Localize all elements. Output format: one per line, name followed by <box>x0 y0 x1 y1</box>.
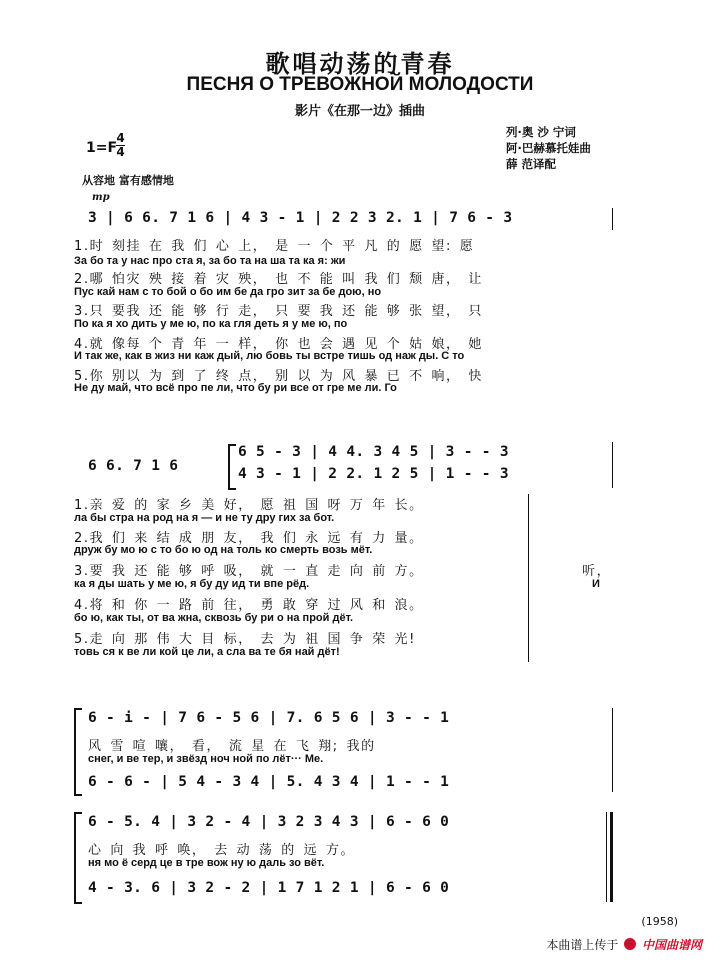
system1-verse5-ru: Не ду май, что всё про пе ли, что бу ри все от гре ме ли. Го <box>74 382 397 394</box>
tempo-marking: 从容地 富有感情地 <box>82 174 174 187</box>
upload-note: 本曲谱上传于 <box>546 938 619 952</box>
site-logo-icon <box>624 938 636 950</box>
system2-verse4-cn: 4.将 和 你 一 路 前 往， 勇 敢 穿 过 风 和 浪。 <box>74 598 424 613</box>
system2-verse2-cn: 2.我 们 来 结 成 朋 友， 我 们 永 远 有 力 量。 <box>74 531 424 546</box>
system3-lyric-cn: 风 雪 喧 嚷， 看， 流 星 在 飞 翔; 我的 <box>88 739 376 754</box>
system2-verse1-ru: ла бы стра на род на я — и не ту дру гих за бот. <box>74 512 335 524</box>
system1-verse3-cn: 3.只 要我 还 能 够 行 走， 只 要 我 还 能 够 张 望， 只 <box>74 304 483 319</box>
system3-end-barline <box>612 708 613 792</box>
time-signature-bottom: 4 <box>116 145 125 159</box>
credit-composer: 阿·巴赫慕托娃曲 <box>506 141 591 155</box>
system4-lyric-ru: ня мо ё серд це в тре вож ну ю даль зо вёт. <box>88 857 325 869</box>
system2-verse2-ru: друж бу мо ю с то бо ю од на толь ко смерть возь мёт. <box>74 544 373 556</box>
site-name[interactable]: 中国曲谱网 <box>641 938 702 952</box>
song-title-chinese: 歌唱动荡的青春 <box>265 49 455 78</box>
final-thick-barline <box>610 812 613 902</box>
system3-lower-notes: 6 - 6 - | 5 4 - 3 4 | 5. 4 3 4 | 1 - - 1 <box>88 774 450 790</box>
system1-verse2-ru: Пус кай нам с то бой о бо им бе да гро зит за бе дою, но <box>74 286 382 298</box>
system1-notes: 3 | 6 6. 7 1 6 | 4 3 - 1 | 2 2 3 2. 1 | 7 6 - 3 <box>88 210 513 226</box>
system4-lyric-cn: 心 向 我 呼 唤， 去 动 荡 的 远 方。 <box>88 843 356 858</box>
system2-lead-notes: 6 6. 7 1 6 <box>88 458 179 474</box>
system1-verse2-cn: 2.哪 怕灾 殃 接 着 灾 殃， 也 不 能 叫 我 们 颓 唐， 让 <box>74 272 483 287</box>
system4-brace <box>74 812 82 904</box>
system1-verse3-ru: По ка я хо дить у ме ю, по ка гля деть я у ме ю, по <box>74 318 348 330</box>
system1-end-barline <box>612 208 613 230</box>
system2-end-barline <box>612 442 613 488</box>
system1-verse1-ru: За бо та у нас про ста я, за бо та на ша та ка я: жи <box>74 255 346 267</box>
system3-upper-notes: 6 - i - | 7 6 - 5 6 | 7. 6 5 6 | 3 - - 1 <box>88 710 450 726</box>
year-label: (1958) <box>641 915 678 928</box>
film-subtitle: 影片《在那一边》插曲 <box>294 104 425 119</box>
system1-verse1-cn: 1.时 刻挂 在 我 们 心 上， 是 一 个 平 凡 的 愿 望: 愿 <box>74 239 475 254</box>
key-signature: 1=F <box>86 140 118 156</box>
source-footer <box>546 936 702 953</box>
system2-brace <box>228 444 236 490</box>
refrain-pickup-cn: 听， <box>582 564 612 579</box>
system1-verse5-cn: 5.你 别以 为 到 了 终 点， 别 以 为 风 暴 已 不 响， 快 <box>74 369 483 384</box>
credit-translator: 薛 范译配 <box>506 157 557 171</box>
song-title-russian: ПЕСНЯ О ТРЕВОЖНОЙ МОЛОДОСТИ <box>186 74 534 95</box>
system3-lyric-ru: снег, и ве тер, и звёзд ноч ной по лёт··· Ме. <box>88 753 324 765</box>
system3-brace <box>74 708 82 796</box>
refrain-pickup-ru: И <box>592 578 600 590</box>
verse-group-bracket <box>528 494 529 662</box>
time-signature-top: 4 <box>116 131 125 145</box>
system2-verse1-cn: 1.亲 爱 的 家 乡 美 好， 愿 祖 国 呀 万 年 长。 <box>74 498 424 513</box>
system2-verse3-ru: ка я ды шать у ме ю, я бу ду ид ти впе рёд. <box>74 578 310 590</box>
system2-verse5-ru: товь ся к ве ли кой це ли, а сла ва те бя най дёт! <box>74 646 340 658</box>
final-thin-barline <box>606 812 607 902</box>
dynamic-marking: mp <box>92 192 110 203</box>
system4-upper-notes: 6 - 5. 4 | 3 2 - 4 | 3 2 3 4 3 | 6 - 6 0 <box>88 814 450 830</box>
system2-verse4-ru: бо ю, как ты, от ва жна, сквозь бу ри о на прой дёт. <box>74 612 354 624</box>
system2-upper-notes: 6 5 - 3 | 4 4. 3 4 5 | 3 - - 3 <box>238 444 509 460</box>
system2-verse5-cn: 5.走 向 那 伟 大 目 标， 去 为 祖 国 争 荣 光! <box>74 632 416 647</box>
system1-verse4-ru: И так же, как в жиз ни каж дый, лю бовь ты встре тишь од наж ды. С то <box>74 350 465 362</box>
system1-verse4-cn: 4.就 像每 个 青 年 一 样， 你 也 会 遇 见 个 姑 娘， 她 <box>74 337 483 352</box>
system2-verse3-cn: 3.要 我 还 能 够 呼 吸， 就 一 直 走 向 前 方。 <box>74 564 424 579</box>
time-signature <box>116 132 125 159</box>
credit-lyricist: 列·奥 沙 宁词 <box>506 125 576 139</box>
system4-lower-notes: 4 - 3. 6 | 3 2 - 2 | 1 7 1 2 1 | 6 - 6 0 <box>88 880 450 896</box>
system2-lower-notes: 4 3 - 1 | 2 2. 1 2 5 | 1 - - 3 <box>238 466 509 482</box>
